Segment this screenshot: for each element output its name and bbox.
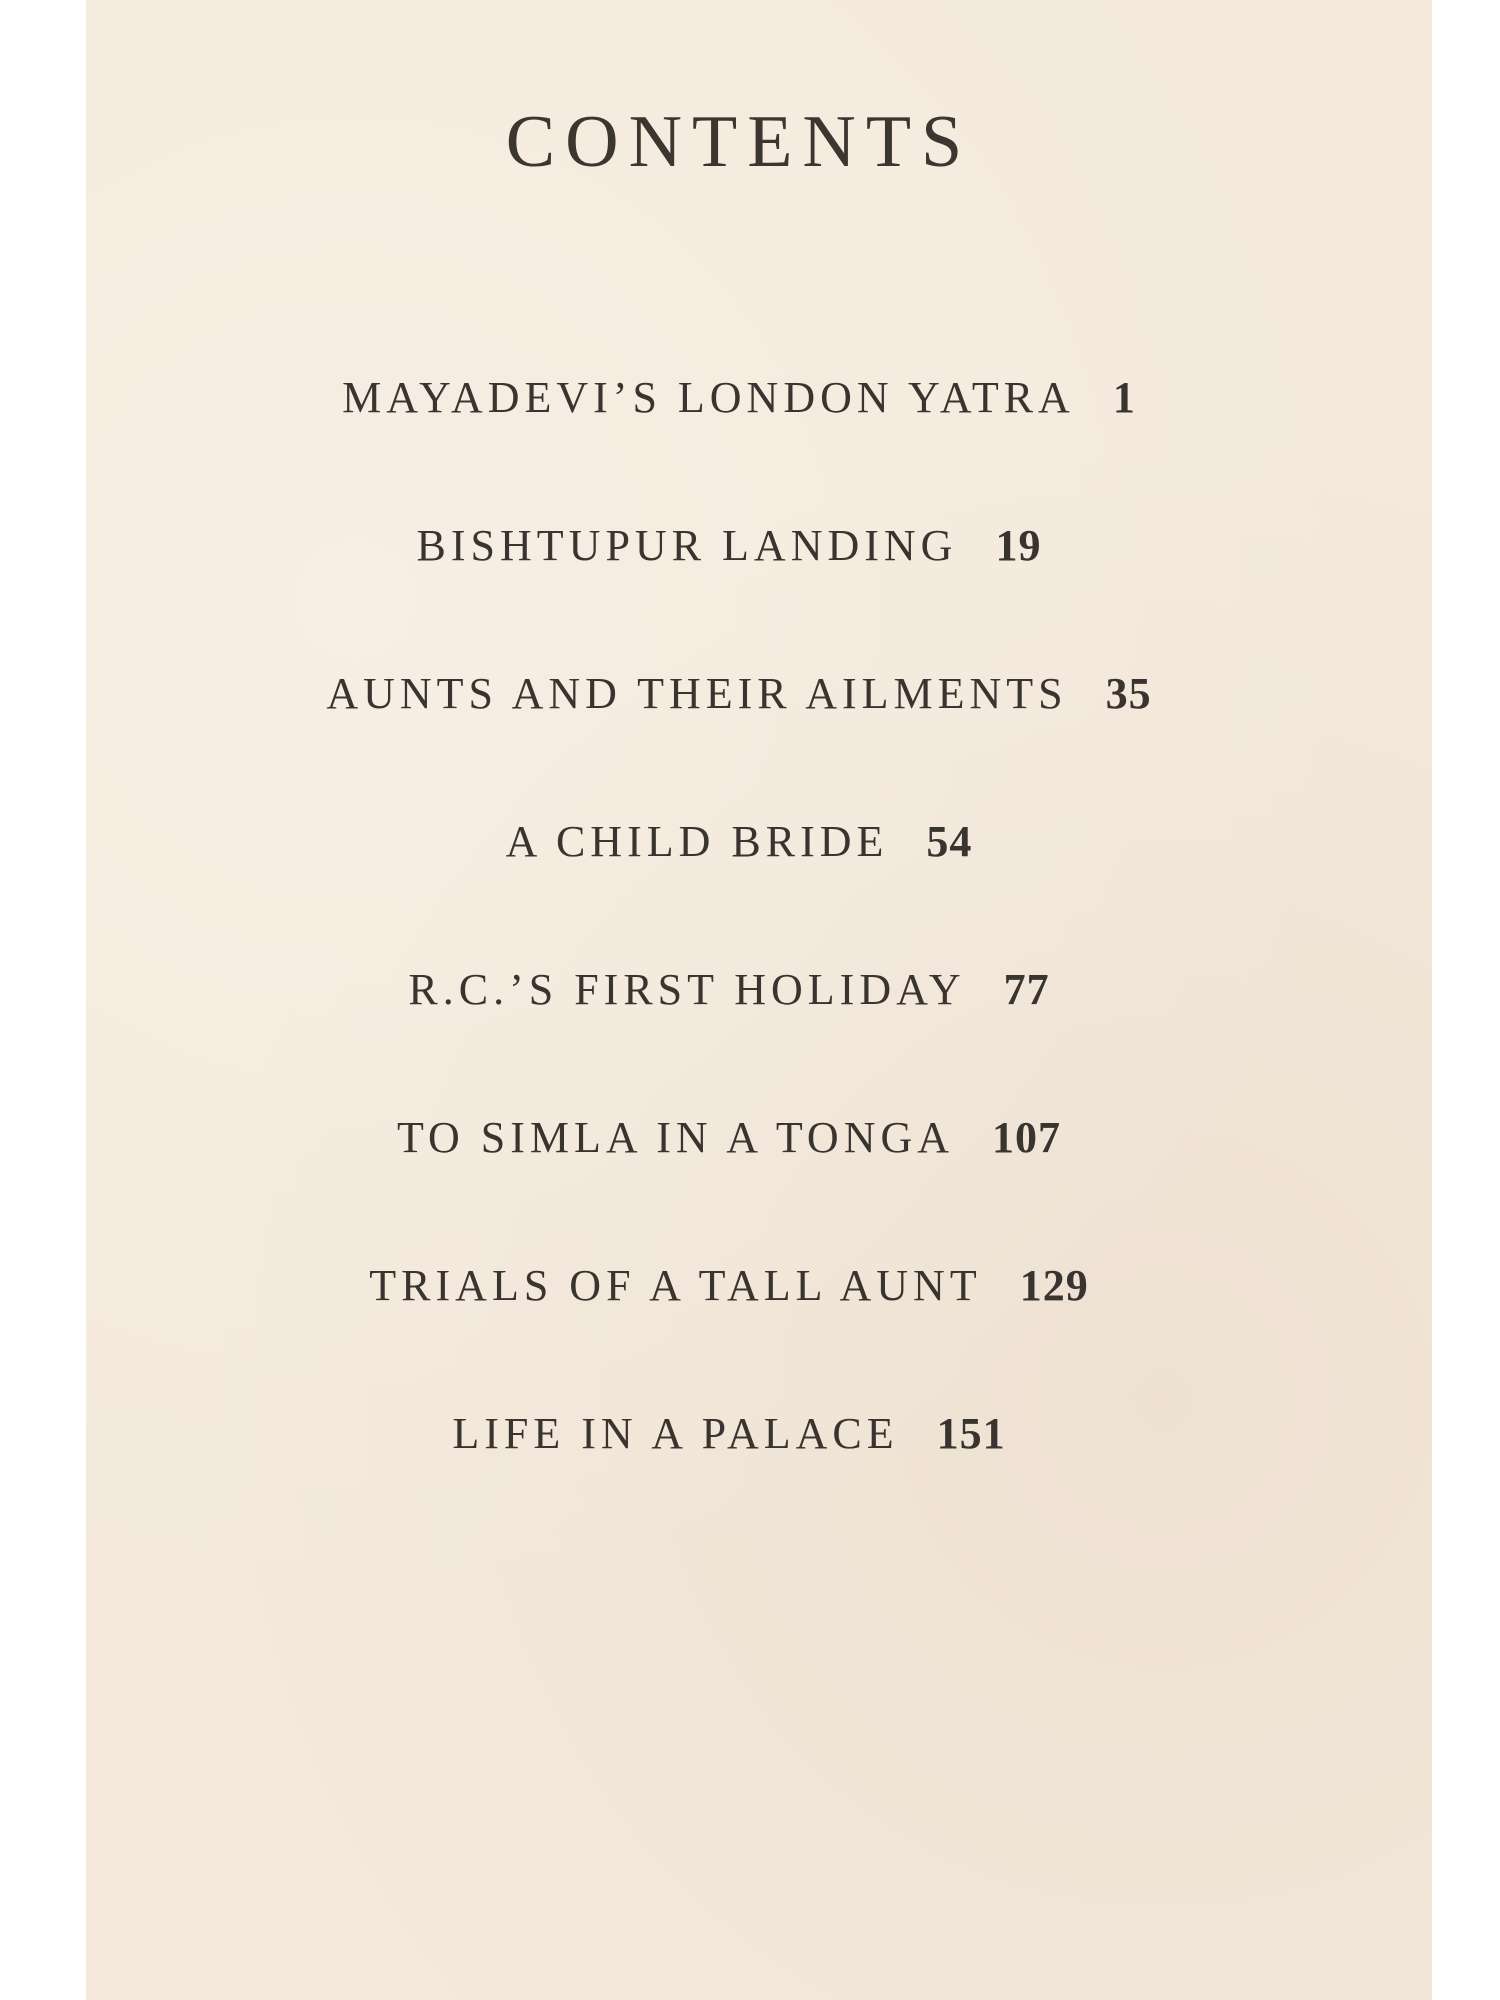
page-number: 1	[1112, 373, 1136, 422]
toc-entry	[86, 520, 1402, 571]
contents-heading: CONTENTS	[505, 101, 973, 183]
chapter-title: MAYADEVI’S LONDON YATRA	[342, 373, 1075, 422]
chapter-title: AUNTS AND THEIR AILMENTS	[326, 669, 1068, 718]
toc-entry	[86, 1112, 1402, 1163]
chapter-title: R.C.’S FIRST HOLIDAY	[408, 965, 966, 1014]
page-number: 151	[936, 1409, 1006, 1458]
page-number: 77	[1003, 965, 1050, 1014]
bleed-through-heading	[466, 430, 492, 525]
toc-entry	[86, 1260, 1402, 1311]
chapter-title: A CHILD BRIDE	[505, 817, 889, 866]
chapter-title: TRIALS OF A TALL AUNT	[369, 1261, 982, 1310]
page-number: 35	[1105, 669, 1152, 718]
page-number: 107	[992, 1113, 1062, 1162]
toc-entry	[86, 1408, 1402, 1459]
toc-entry	[86, 372, 1412, 423]
chapter-title: BISHTUPUR LANDING	[416, 521, 958, 570]
toc-entry	[86, 964, 1402, 1015]
book-page	[86, 0, 1432, 2000]
chapter-title: TO SIMLA IN A TONGA	[396, 1113, 955, 1162]
toc-entry	[86, 668, 1412, 719]
page-number: 19	[995, 521, 1042, 570]
toc-entry	[86, 816, 1412, 867]
page-number: 129	[1019, 1261, 1089, 1310]
page-number: 54	[926, 817, 973, 866]
chapter-title: LIFE IN A PALACE	[452, 1409, 899, 1458]
